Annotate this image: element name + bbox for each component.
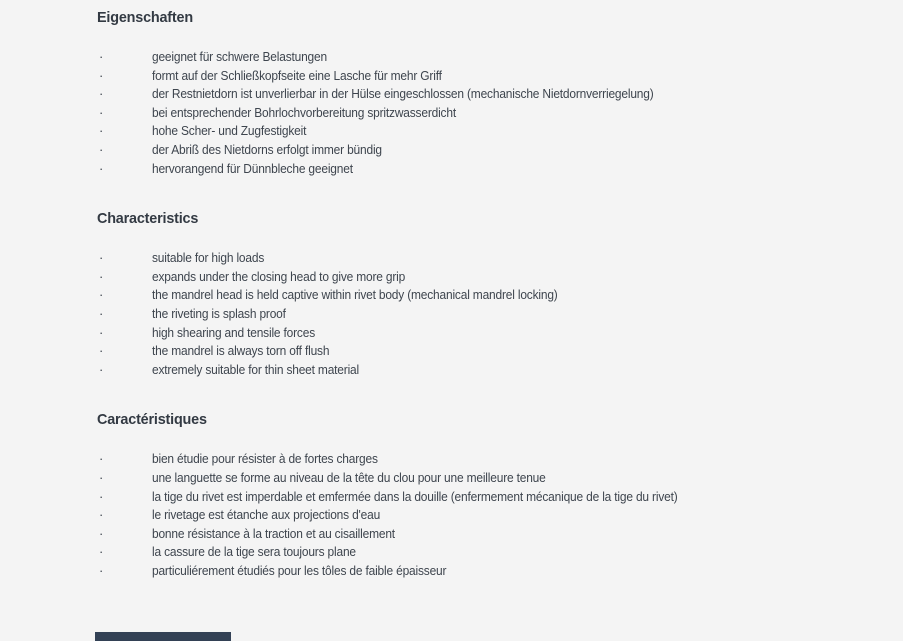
bullet-dot-icon: ·	[99, 49, 104, 64]
cutoff-bottom-bar	[95, 632, 231, 641]
bullet-text: bien étudie pour résister à de fortes charges	[152, 451, 378, 467]
bullet-dot-icon: ·	[99, 287, 104, 303]
bullet-item	[97, 249, 903, 268]
bullet-text: der Abriß des Nietdorns erfolgt immer bündig	[152, 141, 382, 157]
bullet-dot-icon: ·	[99, 123, 104, 139]
bullet-dot-icon: ·	[99, 305, 104, 321]
section-eigenschaften	[97, 10, 903, 178]
bullet-text: the riveting is splash proof	[152, 305, 286, 321]
bullet-dot-icon: ·	[99, 268, 104, 284]
bullet-item	[97, 160, 903, 179]
bullet-dot-icon: ·	[99, 250, 104, 266]
bullet-text: bei entsprechender Bohrlochvorbereitung spritzwasserdicht	[152, 104, 456, 120]
bullet-dot-icon: ·	[99, 488, 104, 504]
bullet-text: der Restnietdorn ist unverlierbar in der Hülse eingeschlossen (mechanische Nietdornverriegelung)	[152, 86, 654, 102]
bullet-item	[97, 506, 903, 525]
bullet-dot-icon: ·	[99, 451, 104, 467]
bullet-item	[97, 525, 903, 544]
bullet-item	[97, 305, 903, 324]
bullet-list-eigenschaften	[97, 48, 903, 178]
bullet-item	[97, 268, 903, 287]
bullet-list-characteristics	[97, 249, 903, 379]
bullet-text: hohe Scher- und Zugfestigkeit	[152, 123, 307, 139]
bullet-item	[97, 488, 903, 507]
bullet-item	[97, 85, 903, 104]
bullet-list-caracteristiques	[97, 450, 903, 580]
bullet-dot-icon: ·	[99, 507, 104, 523]
bullet-text: la cassure de la tige sera toujours plane	[152, 544, 356, 560]
bullet-text: high shearing and tensile forces	[152, 324, 315, 340]
bullet-text: le rivetage est étanche aux projections d'eau	[152, 507, 381, 523]
bullet-dot-icon: ·	[99, 525, 104, 541]
bullet-dot-icon: ·	[99, 361, 104, 377]
bullet-dot-icon: ·	[99, 469, 104, 485]
bullet-text: expands under the closing head to give more grip	[152, 268, 406, 284]
bullet-text: the mandrel is always torn off flush	[152, 343, 330, 359]
bullet-item	[97, 324, 903, 343]
bullet-text: la tige du rivet est imperdable et emfermée dans la douille (enfermement mécanique de la tige du rivet)	[152, 488, 678, 504]
bullet-dot-icon: ·	[99, 562, 104, 578]
bullet-item	[97, 562, 903, 581]
bullet-text: bonne résistance à la traction et au cisaillement	[152, 525, 395, 541]
bullet-text: suitable for high loads	[152, 250, 265, 266]
bullet-item	[97, 450, 903, 469]
bullet-item	[97, 48, 903, 67]
bullet-item	[97, 67, 903, 86]
bullet-dot-icon: ·	[99, 343, 104, 359]
bullet-dot-icon: ·	[99, 160, 104, 176]
bullet-dot-icon: ·	[99, 141, 104, 157]
section-characteristics	[97, 211, 903, 379]
bullet-item	[97, 141, 903, 160]
bullet-dot-icon: ·	[99, 67, 104, 83]
bullet-item	[97, 342, 903, 361]
section-title-characteristics: Characteristics	[97, 210, 199, 228]
bullet-dot-icon: ·	[99, 86, 104, 102]
bullet-dot-icon: ·	[99, 324, 104, 340]
bullet-item	[97, 543, 903, 562]
bullet-text: the mandrel head is held captive within rivet body (mechanical mandrel locking)	[152, 287, 558, 303]
section-title-caracteristiques: Caractéristiques	[97, 411, 207, 429]
bullet-dot-icon: ·	[99, 104, 104, 120]
section-title-eigenschaften: Eigenschaften	[97, 9, 193, 26]
bullet-text: extremely suitable for thin sheet material	[152, 361, 359, 377]
bullet-dot-icon: ·	[99, 544, 104, 560]
bullet-item	[97, 104, 903, 123]
bullet-text: particuliérement étudiés pour les tôles de faible épaisseur	[152, 562, 447, 578]
bullet-text: hervorangend für Dünnbleche geeignet	[152, 160, 353, 176]
bullet-text: formt auf der Schließkopfseite eine Lasche für mehr Griff	[152, 67, 442, 83]
bullet-item	[97, 469, 903, 488]
bullet-item	[97, 122, 903, 141]
section-caracteristiques	[97, 412, 903, 580]
bullet-text: une languette se forme au niveau de la tête du clou pour une meilleure tenue	[152, 469, 546, 485]
bullet-text: geeignet für schwere Belastungen	[152, 49, 327, 64]
bullet-item	[97, 286, 903, 305]
bullet-item	[97, 361, 903, 380]
